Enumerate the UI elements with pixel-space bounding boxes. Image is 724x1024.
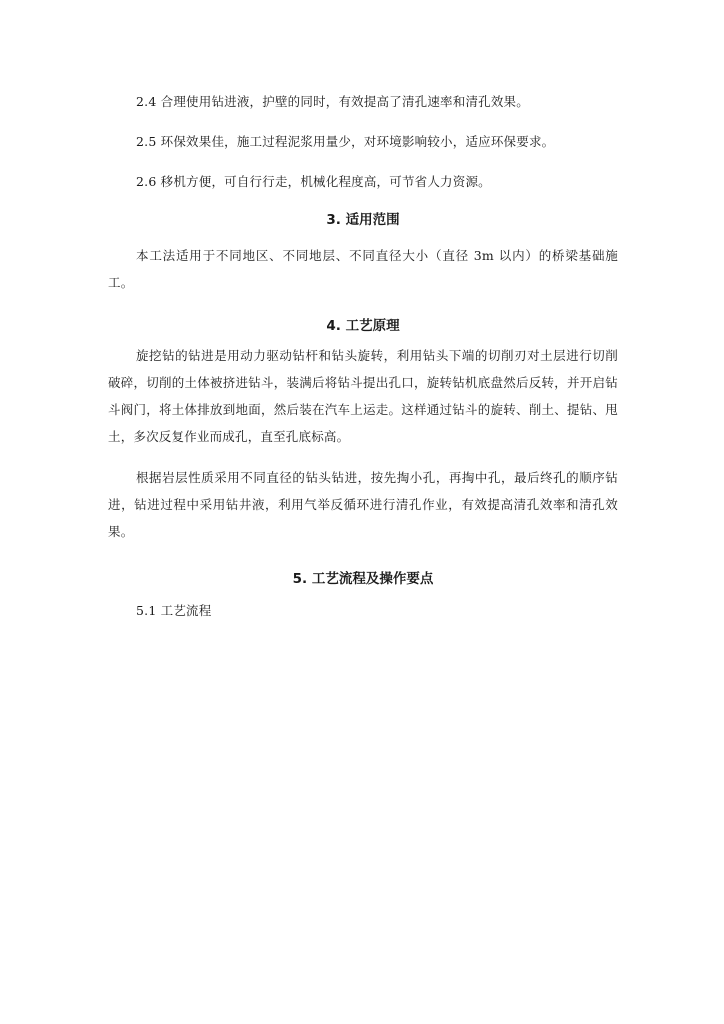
section-4-paragraph-1: 旋挖钻的钻进是用动力驱动钻杆和钻头旋转，利用钻头下端的切削刃对土层进行切削破碎，切削的土体被挤进钻斗，装满后将钻斗提出孔口，旋转钻机底盘然后反转，并开启钻斗阀门，将土体排放到地面，然后装在汽车上运走。这样通过钻斗的旋转、削土、提钻、甩土，多次反复作业而成孔，直至孔底标高。 (108, 348, 618, 444)
section-5-1-subheading: 5.1 工艺流程 (136, 603, 212, 618)
section-3-body: 本工法适用于不同地区、不同地层、不同直径大小（直径 3m 以内）的桥梁基础施工。 (108, 248, 618, 290)
item-2-5: 2.5 环保效果佳，施工过程泥浆用量少，对环境影响较小，适应环保要求。 (136, 134, 555, 149)
document-content (108, 88, 618, 624)
item-2-6: 2.6 移机方便，可自行行走，机械化程度高，可节省人力资源。 (136, 174, 491, 189)
section-5-heading: 5. 工艺流程及操作要点 (292, 571, 434, 587)
item-2-4: 2.4 合理使用钻进液，护壁的同时，有效提高了清孔速率和清孔效果。 (136, 94, 529, 109)
section-4-paragraph-2: 根据岩层性质采用不同直径的钻头钻进，按先掏小孔，再掏中孔，最后终孔的顺序钻进，钻进过程中采用钻井液，利用气举反循环进行清孔作业，有效提高清孔效率和清孔效果。 (108, 470, 618, 539)
section-3-heading: 3. 适用范围 (326, 212, 400, 228)
section-4-heading: 4. 工艺原理 (326, 318, 400, 334)
